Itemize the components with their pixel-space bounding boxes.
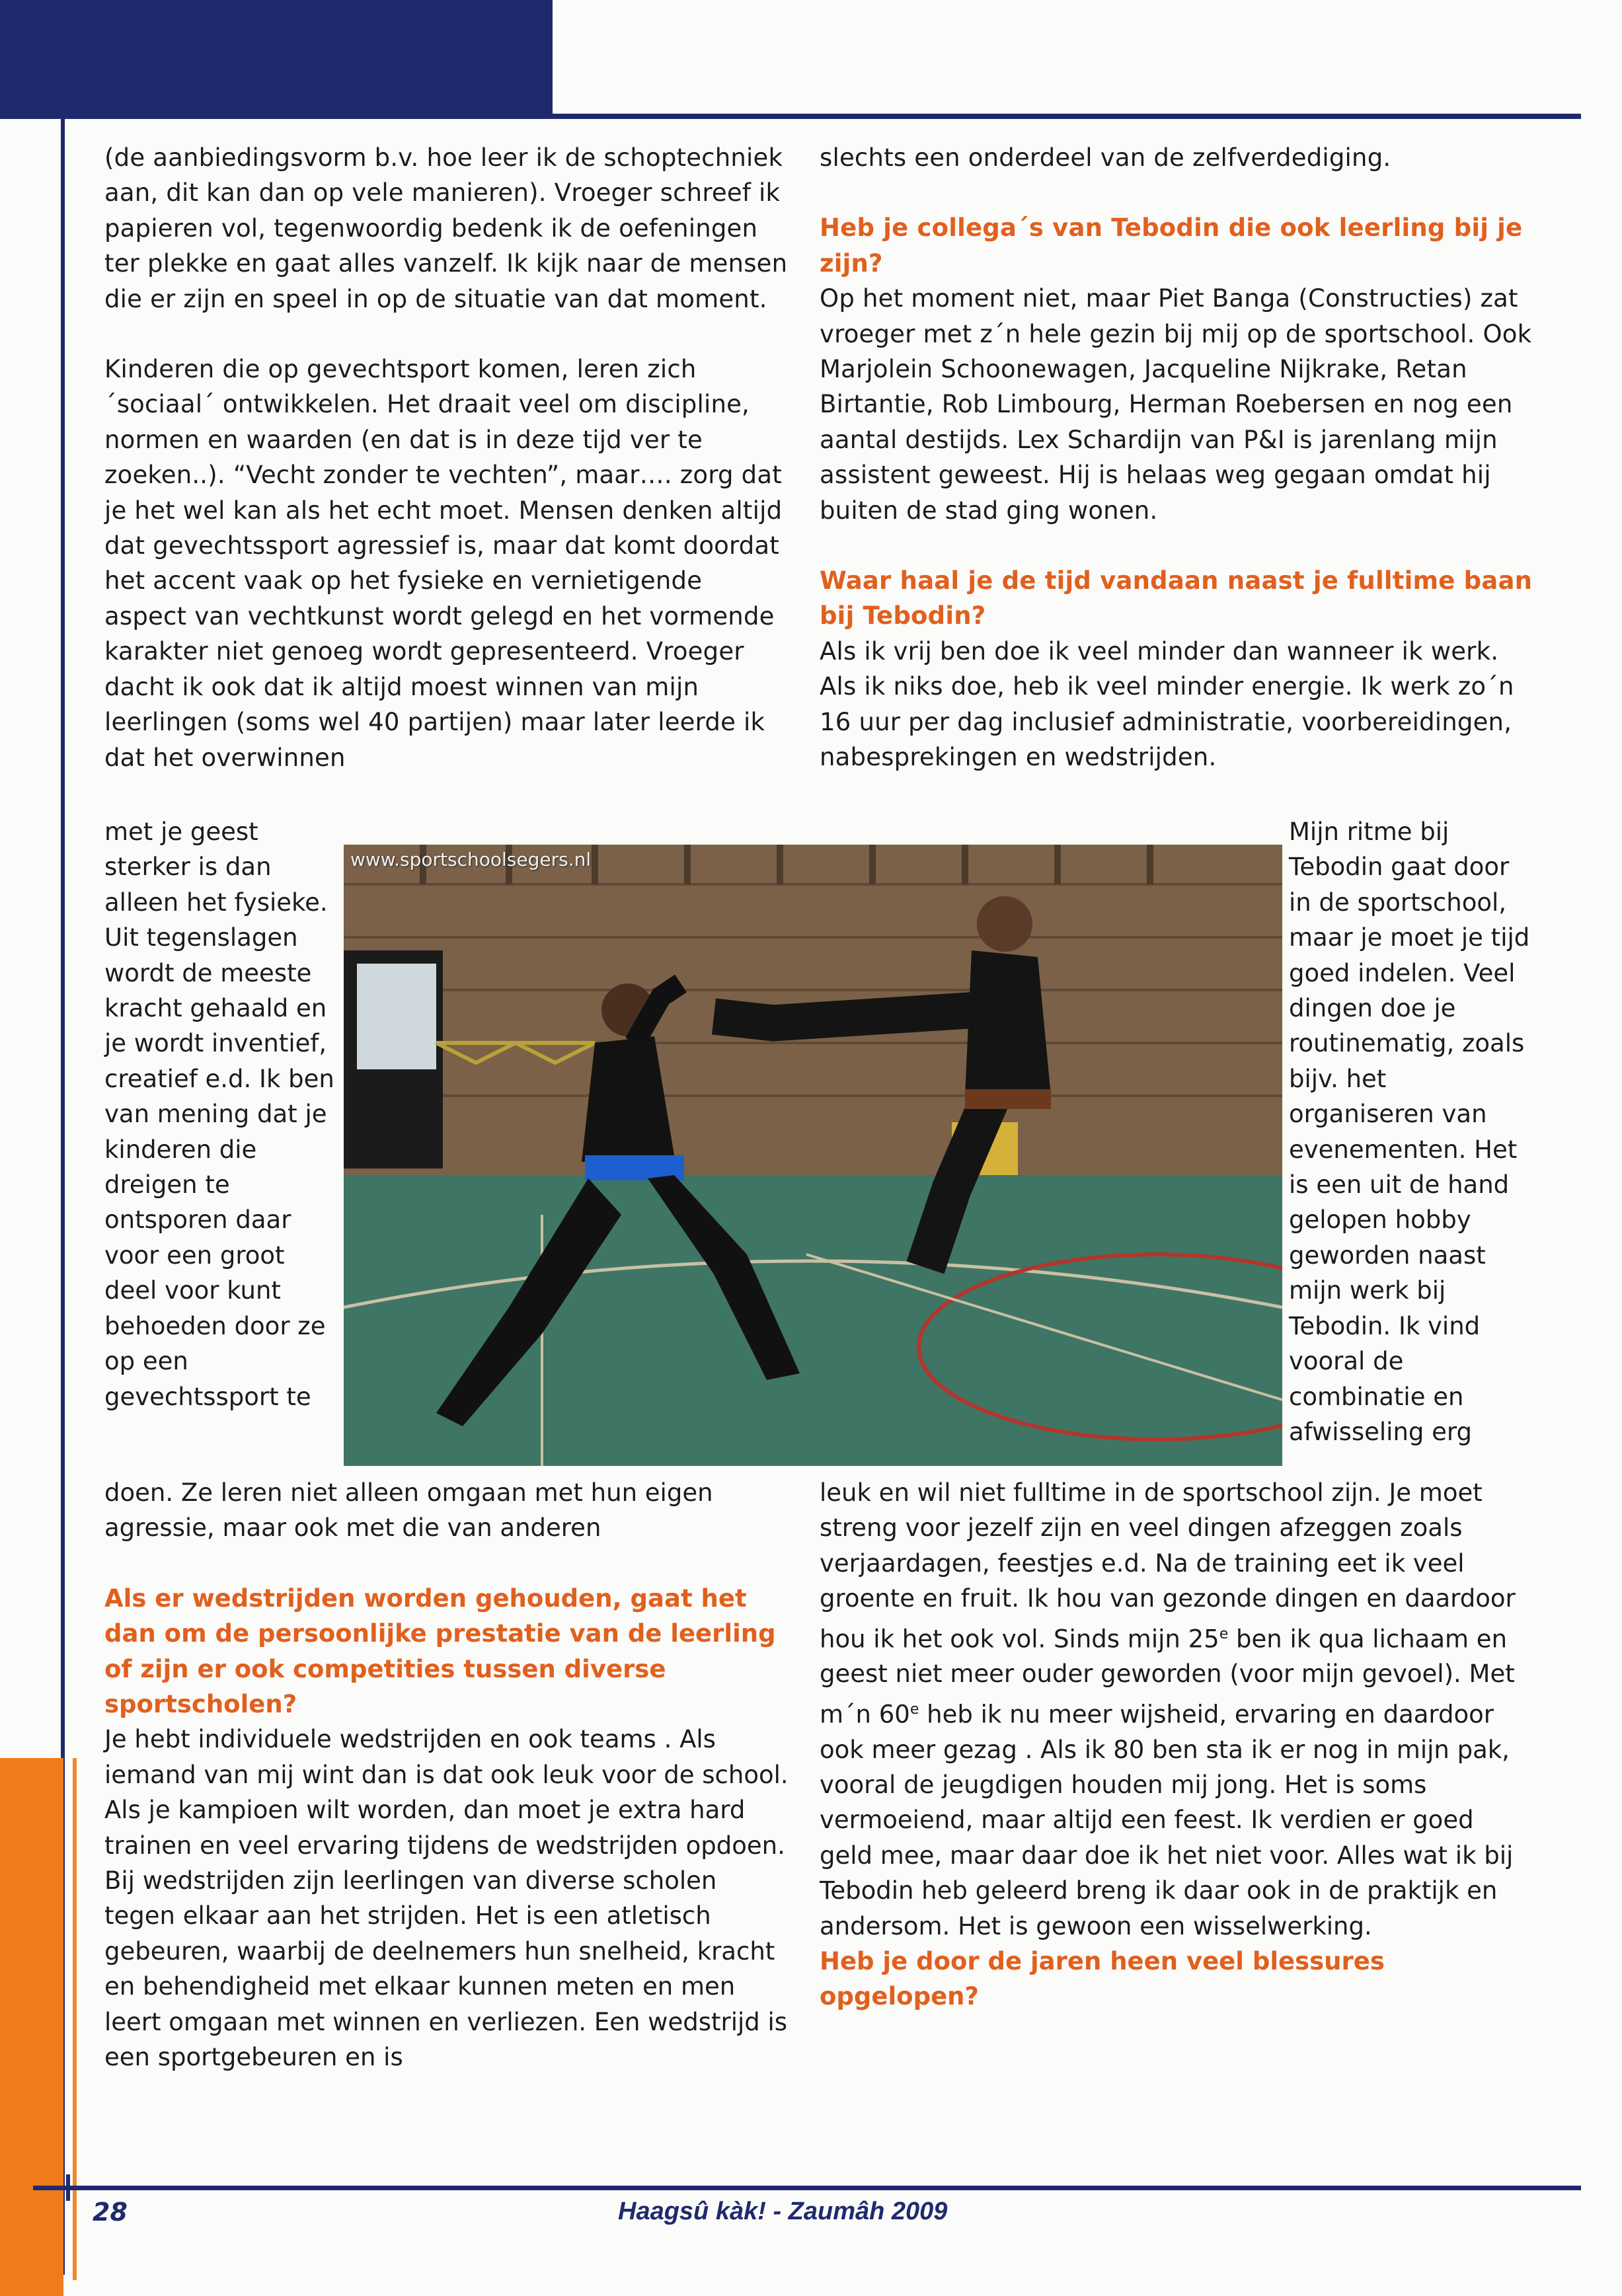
right-wrap-text (1289, 814, 1533, 1449)
left-wrap-paragraph: met je geest sterker is dan alleen het fysieke. Uit tegenslagen wordt de meeste kracht gehaald en je wordt inventief, creatief e.d. Ik ben van mening dat je kinderen die dreigen te ontsporen daar voor een groot deel voor kunt behoeden door ze op een gevechtssport te (104, 818, 334, 1411)
left-column-continued (104, 1475, 792, 2075)
left-paragraph-2: Kinderen die op gevechtsport komen, leren zich ´sociaal´ ontwikkelen. Het draait veel om discipline, normen en waarden (en dat is in deze tijd ver te zoeken..). “Vecht zonder te vechten”, maar…. zorg dat je het wel kan als het echt moet. Mensen denken altijd dat gevechtssport agressief is, maar dat komt doordat het accent vaak op het fysieke en vernietigende aspect van vechtkunst wordt gelegd en het vormende karakter niet genoeg wordt gepresenteerd. Vroeger dacht ik ook dat ik altijd moest winnen van mijn leerlingen (soms wel 40 partijen) maar later leerde ik dat het overwinnen (104, 355, 783, 772)
answer-time: Als ik vrij ben doe ik veel minder dan wanneer ik werk. Als ik niks doe, heb ik veel minder energie. Ik werk zo´n 16 uur per dag inclusief administratie, voorbereidingen, nabesprekingen en wedstrijden. (820, 636, 1514, 772)
left-continuation: doen. Ze leren niet alleen omgaan met hun eigen agressie, maar ook met die van anderen (104, 1478, 713, 1543)
photo-watermark: www.sportschoolsegers.nl (350, 849, 592, 870)
photo-illustration (344, 845, 1282, 1466)
orange-side-block (0, 1758, 63, 2296)
header-rule (0, 114, 1581, 119)
magazine-title: Haagsû kàk! - Zaumâh 2009 (618, 2198, 948, 2225)
frame-accent-line (73, 1758, 77, 2280)
page-number: 28 (93, 2198, 128, 2227)
footer-rule (33, 2186, 1581, 2190)
right-wrap-paragraph: Mijn ritme bij Tebodin gaat door in de sportschool, maar je moet je tijd goed indelen. Veel dingen doe je routinematig, zoals bijv. het organiseren van evenementen. Het is een uit de hand gelopen hobby geworden naast mijn werk bij Tebodin. Ik vind vooral de combinatie en afwisseling erg (1289, 818, 1530, 1446)
question-competitions: Als er wedstrijden worden gehouden, gaat het dan om de persoonlijke prestatie van de leerling of zijn er ook competities tussen diverse sportscholen? (104, 1584, 776, 1719)
superscript-e: e (1219, 1625, 1229, 1642)
footer-tick (66, 2174, 70, 2201)
left-paragraph-1: (de aanbiedingsvorm b.v. hoe leer ik de schoptechniek aan, dit kan dan op vele manieren). Vroeger schreef ik papieren vol, tegenwoordig bedenk ik de oefeningen ter plekke en gaat alles vanzelf. Ik kijk naar de mensen die er zijn en speel in op de situatie van dat moment. (104, 143, 788, 313)
question-injuries: Heb je door de jaren heen veel blessures opgelopen? (820, 1946, 1385, 2011)
right-paragraph-1: slechts een onderdeel van de zelfverdediging. (820, 143, 1391, 172)
martial-arts-photo (344, 845, 1282, 1466)
left-wrap-text (104, 814, 342, 1414)
right-cont-part-a: leuk en wil niet fulltime in de sportschool zijn. Je moet streng voor jezelf zijn en veel dingen afzeggen zoals verjaardagen, feestjes e.d. Na de training eet ik veel groente en fruit. Ik hou van gezonde dingen en daardoor hou ik het ook vol. Sinds mijn 25 (820, 1478, 1516, 1653)
right-cont-part-c: heb ik nu meer wijsheid, ervaring en daardoor ook meer gezag . Als ik 80 ben sta ik er nog in mijn pak, vooral de jeugdigen houden mij jong. Het is soms vermoeiend, maar altijd een feest. Ik verdien er goed geld mee, maar daar doe ik het niet voor. Alles wat ik bij Tebodin heb geleerd breng ik daar ook in de praktijk en andersom. Het is gewoon een wisselwerking. (820, 1700, 1514, 1940)
question-time: Waar haal je de tijd vandaan naast je fulltime baan bij Tebodin? (820, 566, 1533, 631)
answer-competitions: Je hebt individuele wedstrijden en ook teams . Als iemand van mij wint dan is dat ook leuk voor de school. Als je kampioen wilt worden, dan moet je extra hard trainen en veel ervaring tijdens de wedstrijden opdoen. Bij wedstrijden zijn leerlingen van diverse scholen tegen elkaar aan het strijden. Het is een atletisch gebeuren, waarbij de deelnemers hun snelheid, kracht en behendigheid met elkaar kunnen meten en men leert omgaan met winnen en verliezen. Een wedstrijd is een sportgebeuren en is (104, 1725, 789, 2072)
question-colleagues: Heb je collega´s van Tebodin die ook leerling bij je zijn? (820, 213, 1523, 278)
header-blue-block (0, 0, 553, 114)
answer-colleagues: Op het moment niet, maar Piet Banga (Constructies) zat vroeger met z´n hele gezin bij mij op de sportschool. Ook Marjolein Schoonewagen, Jacqueline Nijkrake, Retan Birtantie, Rob Limbourg, Herman Roebersen en nog een aantal destijds. Lex Schardijn van P&I is jarenlang mijn assistent geweest. Hij is helaas weg gegaan omdat hij buiten de stad ging wonen. (820, 284, 1532, 525)
left-column (104, 140, 792, 775)
right-cont-part-b: ben ik qua lichaam en geest niet meer ouder geworden (voor mijn gevoel). Met m´n 60 (820, 1624, 1515, 1729)
right-column-continued (820, 1475, 1533, 2014)
right-continuation (820, 1475, 1533, 1944)
right-column (820, 140, 1533, 775)
superscript-e: e (909, 1701, 919, 1718)
